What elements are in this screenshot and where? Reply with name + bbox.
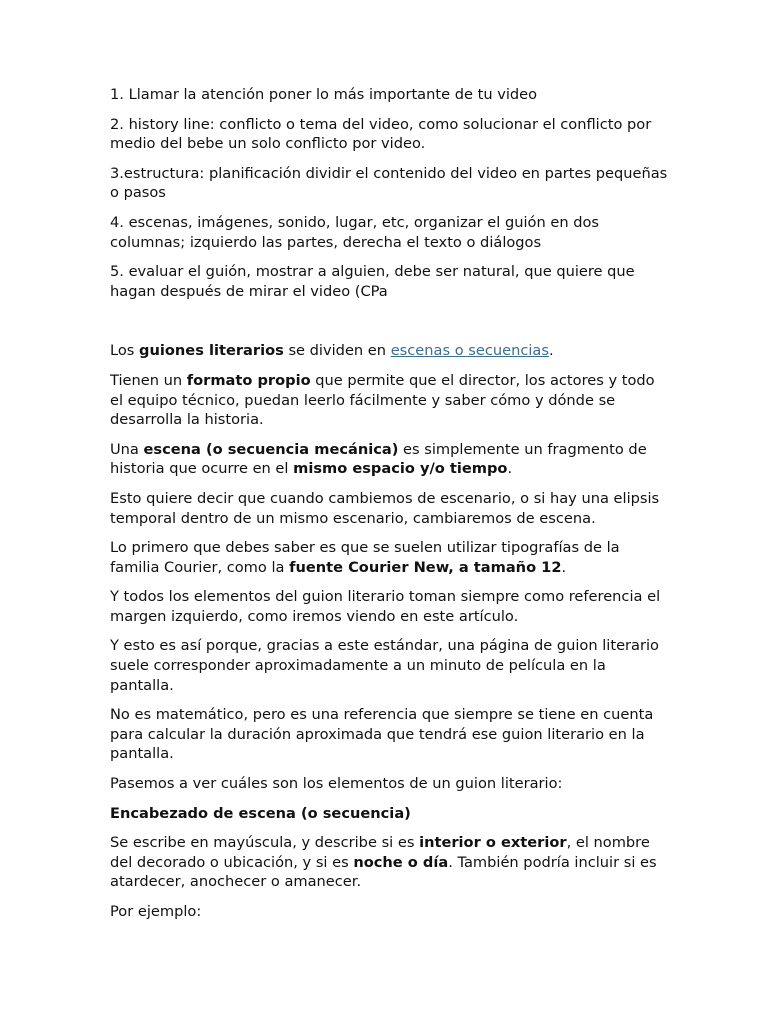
bold-text: escena (o secuencia mecánica) [143, 440, 399, 458]
text: Una [110, 440, 144, 458]
list-item-3: 3.estructura: planificación dividir el contenido del video en partes pequeñas o pasos [110, 164, 668, 202]
section-heading [110, 804, 670, 824]
escenas-link[interactable]: escenas o secuencias [390, 342, 549, 360]
heading-text: Encabezado de escena (o secuencia) [110, 804, 411, 822]
paragraph-ejemplo: Por ejemplo: [110, 903, 202, 920]
paragraph-guiones [110, 341, 670, 361]
text: . También podría incluir si es atardecer, anochecer o amanecer. [110, 853, 657, 891]
paragraph-mayuscula [110, 833, 670, 892]
text: Los [110, 342, 140, 360]
paragraph-elementos: Pasemos a ver cuáles son los elementos de un guion literario: [110, 775, 563, 793]
section-gap [110, 311, 670, 341]
list-item-2: 2. history line: conflicto o tema del video, como solucionar el conflicto por medio del bebe un solo conflicto por video. [110, 115, 652, 153]
text: . [548, 342, 554, 360]
text: se dividen en [283, 342, 391, 360]
paragraph-margen: Y todos los elementos del guion literario toman siempre como referencia el margen izquierdo, como iremos viendo en este artículo. [110, 588, 661, 625]
bold-text: noche o día [353, 853, 449, 871]
paragraph-referencia: No es matemático, pero es una referencia que siempre se tiene en cuenta para calcular la duración aproximada que tendrá ese guion literario en la pantalla. [110, 706, 654, 763]
bold-text: guiones literarios [139, 342, 284, 360]
document-page [110, 85, 670, 932]
text: Tienen un [110, 371, 187, 389]
paragraph-estandar: Y esto es así porque, gracias a este estándar, una página de guion literario suele corresponder aproximadamente a un minuto de película en la pantalla. [110, 637, 659, 694]
paragraph-formato [110, 371, 670, 430]
list-item-5: 5. evaluar el guión, mostrar a alguien, debe ser natural, que quiere que hagan después de mirar el video (CPa [110, 263, 635, 300]
bold-text: mismo espacio y/o tiempo [293, 460, 508, 478]
text: Se escribe en mayúscula, y describe si es [110, 834, 420, 852]
list-item-1: 1. Llamar la atención poner lo más importante de tu video [110, 86, 538, 103]
bold-text: fuente Courier New, a tamaño 12 [289, 558, 562, 576]
paragraph-escena [110, 440, 670, 479]
text: que permite que el director, los actores y todo el equipo técnico, puedan leerlo fácilmente y saber cómo y dónde se desarrolla la historia. [110, 371, 655, 429]
text: , el nombre del decorado o ubicación, y si es [110, 834, 650, 871]
text: es simplemente un fragmento de historia que ocurre en el [110, 440, 647, 478]
bold-text: interior o exterior [419, 834, 567, 852]
bold-text: formato propio [186, 371, 311, 389]
paragraph-escenario: Esto quiere decir que cuando cambiemos de escenario, o si hay una elipsis temporal dentro de un mismo escenario, cambiaremos de escena. [110, 489, 660, 527]
text: . [561, 558, 567, 576]
text: . [507, 460, 513, 478]
paragraph-courier [110, 538, 670, 577]
text: Lo primero que debes saber es que se suelen utilizar tipografías de la familia Courier, como la [110, 539, 620, 576]
list-item-4: 4. escenas, imágenes, sonido, lugar, etc, organizar el guión en dos columnas; izquierdo las partes, derecha el texto o diálogos [110, 213, 600, 251]
